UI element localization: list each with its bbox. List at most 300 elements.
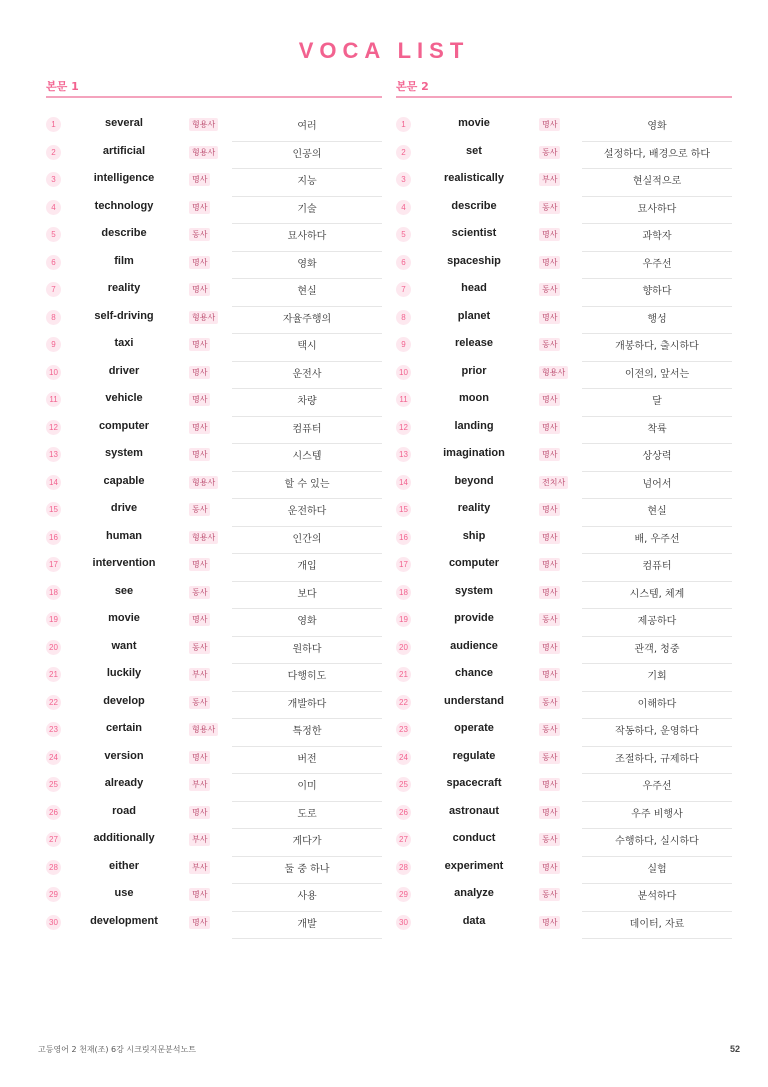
part-of-speech-badge: 명사 bbox=[539, 118, 560, 131]
item-number: 11 bbox=[396, 392, 411, 407]
item-number: 23 bbox=[46, 722, 61, 737]
vocab-word: movie bbox=[108, 612, 140, 624]
word-meaning: 착륙 bbox=[647, 423, 667, 435]
vocab-word: self-driving bbox=[94, 309, 154, 322]
item-number: 18 bbox=[396, 585, 411, 600]
word-meaning: 원하다 bbox=[292, 643, 322, 655]
vocab-word: prior bbox=[461, 364, 487, 377]
row-divider bbox=[232, 938, 382, 939]
vocab-row bbox=[46, 112, 382, 140]
part-of-speech-badge: 명사 bbox=[539, 668, 560, 681]
word-meaning: 여러 bbox=[297, 121, 317, 132]
part-of-speech-badge: 명사 bbox=[189, 256, 210, 269]
part-of-speech-badge: 명사 bbox=[189, 283, 210, 296]
vocab-row bbox=[396, 882, 732, 910]
vocab-word: analyze bbox=[454, 887, 494, 899]
part-of-speech-badge: 부사 bbox=[189, 861, 210, 874]
vocab-word: set bbox=[466, 144, 482, 157]
vocab-word: several bbox=[105, 117, 143, 129]
vocab-row bbox=[396, 415, 732, 443]
part-of-speech-badge: 명사 bbox=[539, 448, 560, 461]
item-number: 17 bbox=[396, 557, 411, 572]
word-meaning: 우주선 bbox=[642, 781, 672, 792]
vocab-word: version bbox=[104, 749, 144, 762]
vocab-row bbox=[46, 635, 382, 663]
item-number: 6 bbox=[396, 255, 411, 270]
vocab-word: film bbox=[114, 254, 134, 267]
part-of-speech-badge: 명사 bbox=[189, 751, 210, 764]
word-meaning: 행성 bbox=[647, 313, 667, 325]
vocab-word: movie bbox=[458, 117, 490, 129]
part-of-speech-badge: 명사 bbox=[189, 558, 210, 571]
part-of-speech-badge: 명사 bbox=[539, 421, 560, 434]
part-of-speech-badge: 부사 bbox=[189, 668, 210, 681]
vocab-row bbox=[46, 910, 382, 938]
vocab-row bbox=[46, 662, 382, 690]
item-number: 21 bbox=[46, 667, 61, 682]
item-number: 7 bbox=[396, 282, 411, 297]
part-of-speech-badge: 명사 bbox=[539, 558, 560, 571]
word-meaning: 도로 bbox=[297, 808, 317, 820]
vocab-column-right bbox=[396, 78, 732, 937]
vocab-word: moon bbox=[459, 392, 489, 404]
footer-text: 고등영어 2 천재(조) 6강 시크릿지문분석노트 bbox=[38, 1045, 196, 1054]
word-meaning: 기회 bbox=[647, 671, 667, 682]
vocab-row bbox=[46, 305, 382, 333]
vocab-row bbox=[46, 827, 382, 855]
vocab-word: chance bbox=[455, 667, 493, 679]
section-heading-right: 본문 2 bbox=[396, 78, 732, 98]
item-number: 13 bbox=[396, 447, 411, 462]
item-number: 3 bbox=[396, 172, 411, 187]
item-number: 22 bbox=[46, 695, 61, 710]
vocab-row bbox=[396, 827, 732, 855]
word-meaning: 보다 bbox=[297, 588, 317, 600]
item-number: 29 bbox=[46, 887, 61, 902]
part-of-speech-badge: 명사 bbox=[539, 916, 560, 929]
word-meaning: 차량 bbox=[297, 396, 317, 407]
word-meaning: 이미 bbox=[297, 781, 317, 792]
vocab-row bbox=[396, 772, 732, 800]
vocab-word: planet bbox=[457, 309, 491, 322]
part-of-speech-badge: 명사 bbox=[189, 393, 210, 406]
vocab-column-left bbox=[46, 78, 382, 937]
part-of-speech-badge: 명사 bbox=[189, 916, 210, 929]
item-number: 14 bbox=[46, 475, 61, 490]
vocab-row bbox=[396, 442, 732, 470]
vocab-word: luckily bbox=[106, 667, 142, 679]
item-number: 22 bbox=[396, 695, 411, 710]
vocab-word: use bbox=[114, 887, 134, 899]
vocab-word: intelligence bbox=[93, 172, 155, 184]
vocab-row bbox=[396, 305, 732, 333]
item-number: 28 bbox=[46, 860, 61, 875]
part-of-speech-badge: 형용사 bbox=[539, 366, 568, 379]
word-meaning: 택시 bbox=[297, 341, 317, 352]
vocab-row bbox=[396, 277, 732, 305]
word-meaning: 묘사하다 bbox=[637, 203, 677, 215]
part-of-speech-badge: 명사 bbox=[539, 586, 560, 599]
item-number: 20 bbox=[396, 640, 411, 655]
word-meaning: 인공의 bbox=[292, 148, 322, 160]
vocab-row bbox=[396, 717, 732, 745]
item-number: 24 bbox=[396, 750, 411, 765]
word-meaning: 묘사하다 bbox=[287, 231, 327, 242]
word-meaning: 버전 bbox=[297, 753, 317, 765]
vocab-row bbox=[396, 222, 732, 250]
part-of-speech-badge: 동사 bbox=[539, 613, 560, 626]
vocab-row bbox=[46, 167, 382, 195]
item-number: 26 bbox=[46, 805, 61, 820]
word-meaning: 자율주행의 bbox=[282, 313, 332, 325]
vocab-row bbox=[396, 112, 732, 140]
part-of-speech-badge: 동사 bbox=[189, 503, 210, 516]
word-meaning: 현실적으로 bbox=[632, 176, 682, 187]
item-number: 29 bbox=[396, 887, 411, 902]
vocab-word: data bbox=[462, 914, 486, 927]
part-of-speech-badge: 전치사 bbox=[539, 476, 568, 489]
vocab-word: release bbox=[455, 337, 493, 349]
vocab-list-left bbox=[46, 112, 382, 937]
word-meaning: 설정하다, 배경으로 하다 bbox=[603, 148, 711, 160]
item-number: 26 bbox=[396, 805, 411, 820]
part-of-speech-badge: 부사 bbox=[189, 833, 210, 846]
part-of-speech-badge: 형용사 bbox=[189, 118, 218, 131]
vocab-word: beyond bbox=[454, 474, 494, 487]
item-number: 19 bbox=[46, 612, 61, 627]
vocab-row bbox=[46, 250, 382, 278]
vocab-row bbox=[46, 360, 382, 388]
part-of-speech-badge: 명사 bbox=[189, 173, 210, 186]
item-number: 16 bbox=[46, 530, 61, 545]
word-meaning: 제공하다 bbox=[637, 616, 677, 627]
item-number: 9 bbox=[46, 337, 61, 352]
vocab-word: intervention bbox=[92, 557, 156, 569]
word-meaning: 컴퓨터 bbox=[292, 423, 322, 435]
vocab-word: reality bbox=[457, 502, 491, 514]
item-number: 28 bbox=[396, 860, 411, 875]
item-number: 5 bbox=[396, 227, 411, 242]
vocab-row bbox=[46, 552, 382, 580]
item-number: 10 bbox=[396, 365, 411, 380]
vocab-row bbox=[396, 635, 732, 663]
vocab-word: technology bbox=[94, 199, 154, 212]
vocab-row bbox=[46, 772, 382, 800]
word-meaning: 우주선 bbox=[642, 258, 672, 270]
word-meaning: 배, 우주선 bbox=[634, 533, 680, 545]
word-meaning: 다행히도 bbox=[287, 671, 327, 682]
part-of-speech-badge: 동사 bbox=[189, 228, 210, 241]
vocab-word: develop bbox=[103, 694, 145, 707]
part-of-speech-badge: 명사 bbox=[539, 503, 560, 516]
word-meaning: 게다가 bbox=[292, 836, 322, 847]
vocab-word: operate bbox=[454, 722, 494, 734]
part-of-speech-badge: 동사 bbox=[539, 723, 560, 736]
vocab-word: scientist bbox=[451, 227, 497, 239]
vocab-word: either bbox=[109, 859, 139, 872]
item-number: 4 bbox=[46, 200, 61, 215]
vocab-word: want bbox=[111, 639, 137, 652]
word-meaning: 운전하다 bbox=[287, 506, 327, 517]
vocab-row bbox=[46, 470, 382, 498]
word-meaning: 둘 중 하나 bbox=[284, 863, 330, 875]
item-number: 14 bbox=[396, 475, 411, 490]
item-number: 12 bbox=[46, 420, 61, 435]
word-meaning: 특정한 bbox=[292, 726, 322, 737]
item-number: 17 bbox=[46, 557, 61, 572]
word-meaning: 실험 bbox=[647, 863, 667, 875]
word-meaning: 영화 bbox=[297, 258, 317, 270]
word-meaning: 사용 bbox=[297, 891, 317, 902]
word-meaning: 지능 bbox=[297, 176, 317, 187]
item-number: 3 bbox=[46, 172, 61, 187]
part-of-speech-badge: 동사 bbox=[539, 888, 560, 901]
vocab-row bbox=[396, 580, 732, 608]
vocab-word: computer bbox=[98, 419, 150, 432]
item-number: 23 bbox=[396, 722, 411, 737]
vocab-word: understand bbox=[444, 694, 504, 707]
word-meaning: 데이터, 자료 bbox=[629, 918, 685, 930]
vocab-word: development bbox=[90, 914, 158, 927]
vocab-row bbox=[396, 525, 732, 553]
vocab-row bbox=[396, 140, 732, 168]
vocab-word: computer bbox=[448, 557, 500, 569]
part-of-speech-badge: 명사 bbox=[189, 448, 210, 461]
vocab-word: regulate bbox=[452, 749, 496, 762]
item-number: 2 bbox=[46, 145, 61, 160]
item-number: 12 bbox=[396, 420, 411, 435]
vocab-word: taxi bbox=[114, 337, 134, 349]
vocab-word: drive bbox=[110, 502, 138, 514]
part-of-speech-badge: 형용사 bbox=[189, 531, 218, 544]
vocab-word: describe bbox=[451, 199, 497, 212]
item-number: 2 bbox=[396, 145, 411, 160]
part-of-speech-badge: 동사 bbox=[539, 751, 560, 764]
item-number: 15 bbox=[46, 502, 61, 517]
vocab-word: see bbox=[114, 584, 134, 597]
vocab-row bbox=[396, 167, 732, 195]
vocab-word: provide bbox=[454, 612, 494, 624]
vocab-row bbox=[46, 717, 382, 745]
vocab-row bbox=[396, 387, 732, 415]
part-of-speech-badge: 명사 bbox=[539, 806, 560, 819]
vocab-word: vehicle bbox=[105, 392, 143, 404]
vocab-row bbox=[396, 332, 732, 360]
vocab-word: imagination bbox=[443, 447, 505, 459]
vocab-row bbox=[46, 855, 382, 883]
vocab-row bbox=[46, 442, 382, 470]
word-meaning: 조절하다, 규제하다 bbox=[615, 753, 699, 765]
part-of-speech-badge: 명사 bbox=[189, 613, 210, 626]
vocab-word: spaceship bbox=[447, 254, 501, 267]
item-number: 27 bbox=[396, 832, 411, 847]
vocab-row bbox=[396, 855, 732, 883]
vocab-word: reality bbox=[107, 282, 141, 294]
word-meaning: 현실 bbox=[297, 286, 317, 297]
vocab-word: system bbox=[105, 447, 143, 459]
vocab-word: describe bbox=[101, 227, 147, 239]
part-of-speech-badge: 명사 bbox=[539, 256, 560, 269]
vocab-row bbox=[396, 745, 732, 773]
item-number: 21 bbox=[396, 667, 411, 682]
vocab-row bbox=[46, 387, 382, 415]
part-of-speech-badge: 형용사 bbox=[189, 311, 218, 324]
part-of-speech-badge: 동사 bbox=[539, 201, 560, 214]
part-of-speech-badge: 동사 bbox=[189, 586, 210, 599]
part-of-speech-badge: 명사 bbox=[189, 421, 210, 434]
part-of-speech-badge: 형용사 bbox=[189, 476, 218, 489]
vocab-row bbox=[396, 800, 732, 828]
word-meaning: 상상력 bbox=[642, 451, 672, 462]
word-meaning: 개봉하다, 출시하다 bbox=[615, 341, 699, 352]
vocab-row bbox=[46, 745, 382, 773]
part-of-speech-badge: 부사 bbox=[539, 173, 560, 186]
vocab-word: audience bbox=[450, 639, 498, 652]
word-meaning: 달 bbox=[652, 396, 662, 407]
vocab-row bbox=[396, 470, 732, 498]
vocab-word: additionally bbox=[93, 832, 155, 844]
vocab-row bbox=[46, 800, 382, 828]
item-number: 10 bbox=[46, 365, 61, 380]
vocab-word: experiment bbox=[444, 859, 504, 872]
vocab-row bbox=[46, 497, 382, 525]
word-meaning: 컴퓨터 bbox=[642, 561, 672, 572]
item-number: 15 bbox=[396, 502, 411, 517]
vocab-row bbox=[396, 910, 732, 938]
item-number: 16 bbox=[396, 530, 411, 545]
part-of-speech-badge: 형용사 bbox=[189, 723, 218, 736]
part-of-speech-badge: 명사 bbox=[539, 861, 560, 874]
vocab-word: artificial bbox=[102, 144, 146, 157]
item-number: 1 bbox=[396, 117, 411, 132]
vocab-row bbox=[46, 580, 382, 608]
part-of-speech-badge: 명사 bbox=[189, 366, 210, 379]
item-number: 6 bbox=[46, 255, 61, 270]
word-meaning: 개발하다 bbox=[287, 698, 327, 710]
part-of-speech-badge: 동사 bbox=[189, 696, 210, 709]
item-number: 8 bbox=[46, 310, 61, 325]
vocab-row bbox=[396, 497, 732, 525]
vocab-word: landing bbox=[454, 419, 494, 432]
part-of-speech-badge: 동사 bbox=[539, 833, 560, 846]
page-number: 52 bbox=[729, 1044, 740, 1054]
word-meaning: 넘어서 bbox=[642, 478, 672, 490]
vocab-row bbox=[396, 360, 732, 388]
vocab-row bbox=[46, 195, 382, 223]
vocab-row bbox=[46, 222, 382, 250]
vocab-row bbox=[46, 607, 382, 635]
item-number: 1 bbox=[46, 117, 61, 132]
vocab-word: spacecraft bbox=[446, 777, 502, 789]
word-meaning: 이전의, 앞서는 bbox=[624, 368, 690, 380]
item-number: 8 bbox=[396, 310, 411, 325]
page-title: VOCA LIST bbox=[298, 38, 470, 63]
vocab-row bbox=[396, 662, 732, 690]
vocab-word: already bbox=[104, 777, 144, 789]
word-meaning: 작동하다, 운영하다 bbox=[615, 726, 699, 737]
part-of-speech-badge: 동사 bbox=[539, 283, 560, 296]
part-of-speech-badge: 명사 bbox=[189, 338, 210, 351]
part-of-speech-badge: 동사 bbox=[539, 338, 560, 351]
word-meaning: 이해하다 bbox=[637, 698, 677, 710]
item-number: 24 bbox=[46, 750, 61, 765]
section-heading-left: 본문 1 bbox=[46, 78, 382, 98]
item-number: 30 bbox=[396, 915, 411, 930]
item-number: 20 bbox=[46, 640, 61, 655]
word-meaning: 수행하다, 실시하다 bbox=[615, 836, 699, 847]
word-meaning: 할 수 있는 bbox=[284, 478, 330, 490]
part-of-speech-badge: 명사 bbox=[539, 778, 560, 791]
item-number: 30 bbox=[46, 915, 61, 930]
part-of-speech-badge: 동사 bbox=[189, 641, 210, 654]
part-of-speech-badge: 부사 bbox=[189, 778, 210, 791]
item-number: 25 bbox=[46, 777, 61, 792]
item-number: 19 bbox=[396, 612, 411, 627]
vocab-row bbox=[46, 525, 382, 553]
vocab-word: ship bbox=[462, 529, 486, 542]
vocab-word: human bbox=[105, 529, 143, 542]
vocab-row bbox=[396, 552, 732, 580]
part-of-speech-badge: 명사 bbox=[539, 228, 560, 241]
vocab-row bbox=[46, 140, 382, 168]
vocab-list-right bbox=[396, 112, 732, 937]
part-of-speech-badge: 명사 bbox=[539, 641, 560, 654]
vocab-row bbox=[46, 415, 382, 443]
part-of-speech-badge: 동사 bbox=[539, 146, 560, 159]
word-meaning: 개발 bbox=[297, 918, 317, 930]
part-of-speech-badge: 명사 bbox=[539, 531, 560, 544]
word-meaning: 개입 bbox=[297, 561, 317, 572]
vocab-word: road bbox=[112, 804, 136, 817]
vocab-row bbox=[396, 690, 732, 718]
word-meaning: 관객, 청중 bbox=[634, 643, 680, 655]
word-meaning: 향하다 bbox=[642, 286, 672, 297]
word-meaning: 시스템 bbox=[292, 451, 322, 462]
vocab-row bbox=[396, 607, 732, 635]
word-meaning: 영화 bbox=[647, 121, 667, 132]
item-number: 27 bbox=[46, 832, 61, 847]
vocab-word: realistically bbox=[444, 172, 504, 184]
vocab-word: head bbox=[461, 282, 487, 294]
part-of-speech-badge: 명사 bbox=[189, 201, 210, 214]
vocab-word: capable bbox=[103, 474, 145, 487]
item-number: 4 bbox=[396, 200, 411, 215]
vocab-row bbox=[46, 277, 382, 305]
vocab-word: system bbox=[455, 584, 493, 597]
word-meaning: 운전사 bbox=[292, 368, 322, 380]
vocab-word: conduct bbox=[452, 832, 496, 844]
part-of-speech-badge: 명사 bbox=[539, 393, 560, 406]
vocab-row bbox=[396, 195, 732, 223]
vocab-row bbox=[46, 690, 382, 718]
item-number: 18 bbox=[46, 585, 61, 600]
word-meaning: 기술 bbox=[297, 203, 317, 215]
vocab-word: driver bbox=[108, 364, 140, 377]
part-of-speech-badge: 형용사 bbox=[189, 146, 218, 159]
word-meaning: 현실 bbox=[647, 506, 667, 517]
word-meaning: 시스템, 체계 bbox=[629, 588, 685, 600]
part-of-speech-badge: 명사 bbox=[189, 888, 210, 901]
part-of-speech-badge: 명사 bbox=[539, 311, 560, 324]
vocab-word: certain bbox=[105, 722, 143, 734]
vocab-row bbox=[46, 882, 382, 910]
part-of-speech-badge: 명사 bbox=[189, 806, 210, 819]
item-number: 9 bbox=[396, 337, 411, 352]
word-meaning: 영화 bbox=[297, 616, 317, 627]
item-number: 5 bbox=[46, 227, 61, 242]
item-number: 7 bbox=[46, 282, 61, 297]
vocab-row bbox=[396, 250, 732, 278]
